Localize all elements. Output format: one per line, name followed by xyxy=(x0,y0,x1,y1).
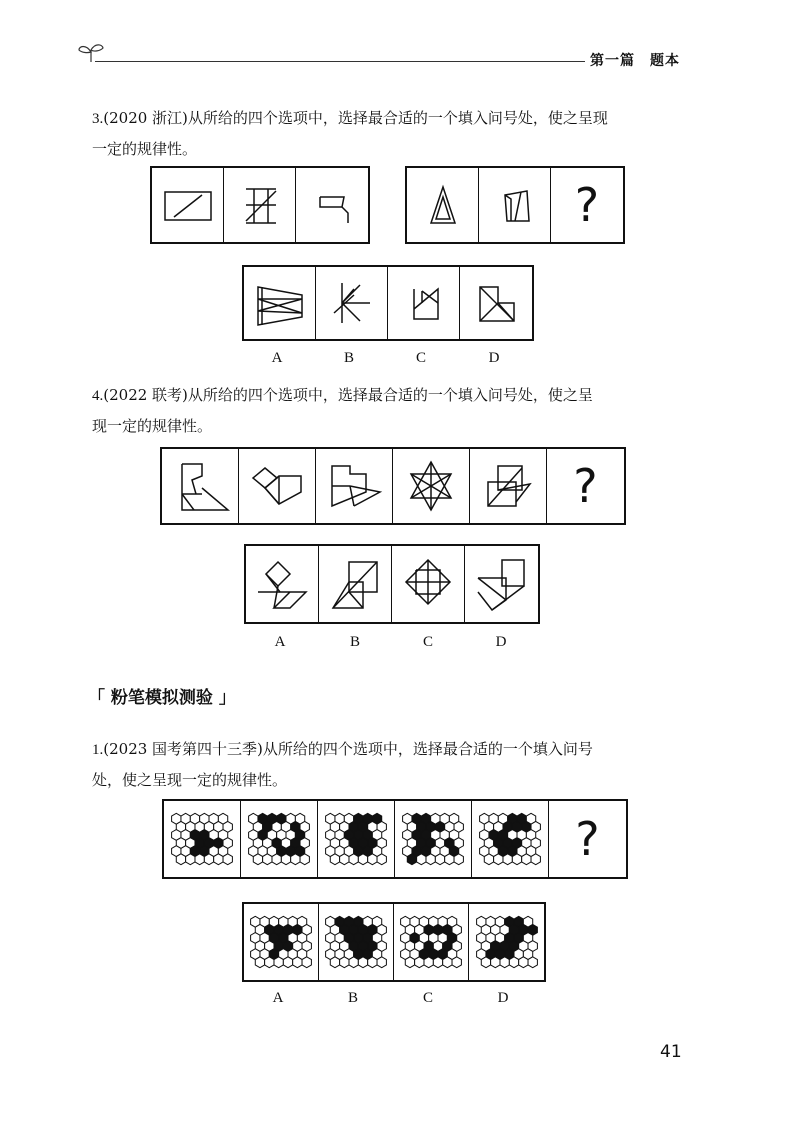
hex-empty xyxy=(452,957,461,968)
hex-empty xyxy=(509,957,518,968)
hex-empty xyxy=(265,957,274,968)
q3-option-b-label[interactable]: B xyxy=(343,350,354,366)
q4-stem-figure-3 xyxy=(316,449,393,523)
q3-option-b-figure[interactable] xyxy=(316,267,388,339)
hex-empty xyxy=(415,957,424,968)
hex-empty xyxy=(377,957,386,968)
hex-empty xyxy=(204,854,213,865)
practice-stem-figure-4 xyxy=(395,801,472,877)
q3-stem-figure-3 xyxy=(296,168,368,242)
hex-empty xyxy=(368,854,377,865)
hex-empty xyxy=(272,854,281,865)
practice-stem-row xyxy=(162,799,628,879)
q3-number: 3. xyxy=(92,111,104,127)
hex-grid-icon xyxy=(249,910,313,974)
q3-stem-group-2 xyxy=(405,166,625,244)
q3-source: (2020 浙江) xyxy=(103,109,188,127)
hex-empty xyxy=(481,957,490,968)
hex-empty xyxy=(435,854,444,865)
hex-empty xyxy=(518,957,527,968)
q4-text xyxy=(92,380,692,441)
hex-empty xyxy=(358,957,367,968)
hex-empty xyxy=(424,957,433,968)
q4-option-b-figure[interactable] xyxy=(319,546,392,622)
hex-grid-icon xyxy=(401,807,465,871)
q3-option-c-label[interactable]: C xyxy=(415,350,426,366)
hex-grid-icon xyxy=(399,910,463,974)
q3-line1: 从所给的四个选项中，选择最合适的一个填入问号处，使之呈现 xyxy=(187,109,608,127)
practice-stem-figure-3 xyxy=(318,801,395,877)
q4-source: (2022 联考) xyxy=(103,386,188,404)
practice-option-d-figure[interactable] xyxy=(469,904,544,980)
hex-empty xyxy=(281,854,290,865)
q4-option-c-label[interactable]: C xyxy=(422,634,433,650)
hex-grid-icon xyxy=(478,807,542,871)
hex-empty xyxy=(417,854,426,865)
q4-stem-figure-4 xyxy=(393,449,470,523)
hex-empty xyxy=(499,957,508,968)
q4-number: 4. xyxy=(92,388,104,404)
q3-option-a-figure[interactable] xyxy=(244,267,316,339)
practice-q1-number: 1. xyxy=(92,742,104,758)
hex-empty xyxy=(223,854,232,865)
q3-stem-figure-2 xyxy=(224,168,296,242)
hex-empty xyxy=(255,957,264,968)
question-mark-icon: ? xyxy=(575,812,600,866)
practice-stem-figure-2 xyxy=(241,801,318,877)
hex-empty xyxy=(454,854,463,865)
q4-question-cell xyxy=(547,449,624,523)
hex-empty xyxy=(349,957,358,968)
hex-grid-icon xyxy=(170,807,234,871)
q4-option-b-label[interactable]: B xyxy=(349,634,360,650)
practice-option-a-label[interactable]: A xyxy=(272,990,284,1006)
q3-text xyxy=(92,103,692,164)
practice-section-title: 「 粉笔模拟测验 」 xyxy=(88,688,236,708)
practice-option-c-label[interactable]: C xyxy=(422,990,433,1006)
hex-empty xyxy=(494,854,503,865)
q3-option-d-figure[interactable] xyxy=(460,267,532,339)
hex-empty xyxy=(253,854,262,865)
hex-empty xyxy=(512,854,521,865)
q4-option-c-figure[interactable] xyxy=(392,546,465,622)
hex-empty xyxy=(302,957,311,968)
q4-options-row xyxy=(244,544,540,624)
hex-grid-icon xyxy=(475,910,539,974)
hex-empty xyxy=(484,854,493,865)
q3-stem-figure-5 xyxy=(479,168,551,242)
q4-line2: 现一定的规律性。 xyxy=(92,417,213,435)
hex-empty xyxy=(291,854,300,865)
q4-option-a-label[interactable]: A xyxy=(274,634,286,650)
practice-option-d-label[interactable]: D xyxy=(497,990,509,1006)
practice-option-c-figure[interactable] xyxy=(394,904,469,980)
q3-stem-group-1 xyxy=(150,166,370,244)
hex-empty xyxy=(405,957,414,968)
practice-q1-text xyxy=(92,734,692,795)
header-rule xyxy=(95,61,585,62)
hex-empty xyxy=(358,854,367,865)
q4-option-d-label[interactable]: D xyxy=(495,634,507,650)
hex-empty xyxy=(293,957,302,968)
hex-grid-icon xyxy=(324,807,388,871)
hex-empty xyxy=(283,957,292,968)
practice-option-b-label[interactable]: B xyxy=(347,990,358,1006)
hex-empty xyxy=(433,957,442,968)
hex-empty xyxy=(186,854,195,865)
hex-grid-icon xyxy=(324,910,388,974)
practice-stem-figure-1 xyxy=(164,801,241,877)
hex-empty xyxy=(330,854,339,865)
hex-empty xyxy=(340,854,349,865)
hex-empty xyxy=(490,957,499,968)
hex-empty xyxy=(340,957,349,968)
q3-options-row xyxy=(242,265,534,341)
practice-q1-line1: 从所给的四个选项中，选择最合适的一个填入问号 xyxy=(262,740,593,758)
q3-option-a-label[interactable]: A xyxy=(271,350,283,366)
practice-options-row xyxy=(242,902,546,982)
hex-empty xyxy=(531,854,540,865)
hex-empty xyxy=(445,854,454,865)
question-mark-icon: ? xyxy=(573,459,598,513)
q4-stem-figure-2 xyxy=(239,449,316,523)
practice-option-a-figure[interactable] xyxy=(244,904,319,980)
hex-empty xyxy=(300,854,309,865)
q4-option-a-figure[interactable] xyxy=(246,546,319,622)
practice-option-b-figure[interactable] xyxy=(319,904,394,980)
hex-empty xyxy=(368,957,377,968)
practice-q1-line2: 处，使之呈现一定的规律性。 xyxy=(92,771,288,789)
question-mark-icon: ? xyxy=(574,178,600,232)
q4-option-d-figure[interactable] xyxy=(465,546,538,622)
hex-empty xyxy=(274,957,283,968)
hex-empty xyxy=(176,854,185,865)
hex-empty xyxy=(426,854,435,865)
q3-stem-figure-1 xyxy=(152,168,224,242)
hex-empty xyxy=(349,854,358,865)
hex-empty xyxy=(195,854,204,865)
q4-stem-figure-1 xyxy=(162,449,239,523)
hex-empty xyxy=(528,957,537,968)
q4-stem-figure-5 xyxy=(470,449,547,523)
q3-option-c-figure[interactable] xyxy=(388,267,460,339)
q3-stem-figure-4 xyxy=(407,168,479,242)
hex-empty xyxy=(263,854,272,865)
q3-question-cell xyxy=(551,168,623,242)
q3-line2: 一定的规律性。 xyxy=(92,140,198,158)
practice-question-cell xyxy=(549,801,626,877)
hex-empty xyxy=(377,854,386,865)
hex-filled xyxy=(407,854,416,865)
hex-grid-icon xyxy=(247,807,311,871)
header-section-title: 第一篇 题本 xyxy=(590,53,680,69)
hex-empty xyxy=(522,854,531,865)
page-number: 41 xyxy=(660,1042,682,1062)
hex-empty xyxy=(503,854,512,865)
practice-stem-figure-5 xyxy=(472,801,549,877)
q4-line1: 从所给的四个选项中，选择最合适的一个填入问号处，使之呈 xyxy=(187,386,593,404)
q3-option-d-label[interactable]: D xyxy=(488,350,500,366)
q4-stem-row xyxy=(160,447,626,525)
hex-empty xyxy=(214,854,223,865)
hex-empty xyxy=(443,957,452,968)
practice-q1-source: (2023 国考第四十三季) xyxy=(103,740,263,758)
hex-empty xyxy=(330,957,339,968)
